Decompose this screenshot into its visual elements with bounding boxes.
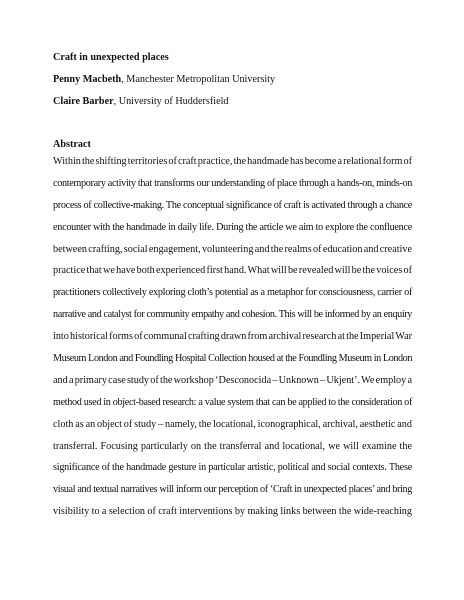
author-affiliation: , University of Huddersfield	[113, 96, 229, 107]
abstract-line: transferral. Focusing particularly on the transferral and locational, we will examine the	[53, 440, 412, 452]
abstract-heading: Abstract	[53, 139, 91, 150]
author-line	[53, 73, 275, 87]
abstract-line: practitioners collectively exploring cloth’s potential as a metaphor for consciousness, carrier of	[53, 287, 412, 299]
abstract-line: practice that we have both experienced first hand. What will be revealed will be the voices of	[53, 265, 412, 277]
abstract-body	[53, 155, 412, 527]
author-name: Penny Macbeth	[53, 74, 122, 85]
author-line	[53, 95, 229, 109]
abstract-line: Museum London and Foundling Hospital Collection housed at the Foundling Museum in London	[53, 353, 412, 365]
abstract-line: significance of the handmade gesture in particular artistic, political and social contexts. These	[53, 462, 412, 474]
abstract-line: narrative and catalyst for community empathy and cohesion. This will be informed by an enquiry	[53, 309, 412, 321]
abstract-line: between crafting, social engagement, volunteering and the realms of education and creative	[53, 243, 412, 255]
abstract-line: contemporary activity that transforms our understanding of place through a hands-on, minds-on	[53, 177, 412, 189]
abstract-line: visibility to a selection of craft interventions by making links between the wide-reaching	[53, 506, 412, 518]
abstract-line: cloth as an object of study – namely, the locational, iconographical, archival, aesthetic and	[53, 418, 412, 430]
abstract-line: Within the shifting territories of craft practice, the handmade has become a relational form of	[53, 156, 412, 167]
abstract-line: encounter with the handmade in daily life. During the article we aim to explore the confluence	[53, 221, 412, 233]
abstract-line: process of collective-making. The conceptual significance of craft is activated through a chance	[53, 199, 412, 211]
abstract-line: method used in object-based research: a value system that can be applied to the consideration of	[53, 396, 412, 408]
paper-title: Craft in unexpected places	[53, 52, 169, 63]
author-affiliation: , Manchester Metropolitan University	[121, 74, 276, 85]
abstract-line: into historical forms of communal crafting drawn from archival research at the Imperial War	[53, 331, 412, 343]
abstract-line: visual and textual narratives will inform our perception of ‘Craft in unexpected places’ and bring	[53, 484, 412, 496]
author-name: Claire Barber	[53, 96, 114, 107]
abstract-line: and a primary case study of the workshop ‘Desconocida – Unknown – Ukjent’. We employ a	[53, 374, 412, 386]
